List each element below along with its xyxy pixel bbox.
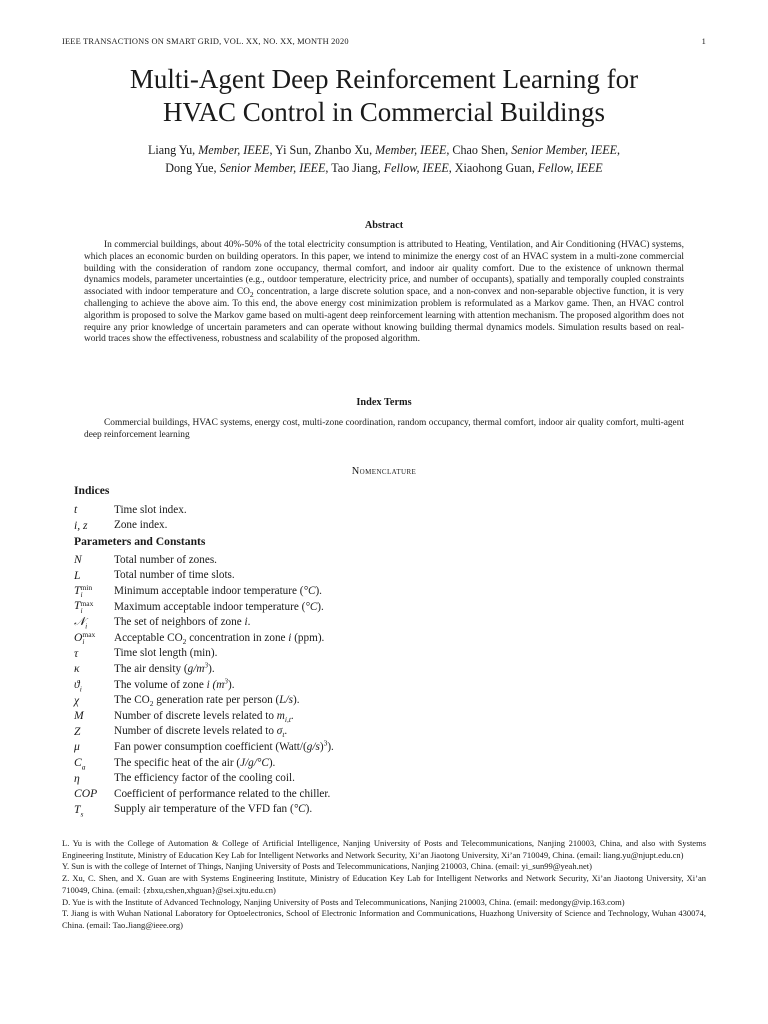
superscript: 3	[224, 675, 229, 685]
author-name: , Chao Shen,	[446, 143, 509, 157]
nomenclature-symbol: T min i	[74, 583, 93, 600]
nomenclature-description: Time slot index.	[114, 503, 187, 516]
nomenclature-symbol: N	[74, 553, 82, 567]
nomenclature-description: Maximum acceptable indoor temperature (°C).	[114, 600, 324, 613]
nomenclature-symbol: $ϑ_i$	[74, 678, 82, 694]
subscript: i,t	[284, 714, 291, 724]
unit: J/g/°C	[240, 756, 269, 769]
nomenclature-description: The set of neighbors of zone i.	[114, 616, 251, 629]
nomenclature-description: The specific heat of the air (J/g/°C).	[114, 756, 276, 769]
index-terms-heading: Index Terms	[356, 397, 412, 408]
nomenclature-symbol: κ	[74, 662, 80, 676]
footnote: Z. Xu, C. Shen, and X. Guan are with Systems Engineering Institute, Ministry of Education Key Lab for Intelligent Networks and Network Security, Xi’an Jiaotong University, Xi’an 710049, China. (email: {zbxu,cshen,xhguan}@sei.xjtu.edu.cn)	[62, 873, 706, 895]
indices-list	[74, 502, 714, 533]
nomenclature-row	[74, 630, 714, 646]
author-list	[60, 141, 708, 177]
nomenclature-symbol: $T_s$	[74, 802, 84, 819]
footnote: Y. Sun is with the college of Internet of Things, Nanjing University of Posts and Telecommunications, Nanjing 210003, China. (email: yi_sun99@yeah.net)	[62, 861, 592, 872]
symbol-subscript: s	[80, 809, 84, 819]
title-line-2: HVAC Control in Commercial Buildings	[162, 97, 605, 127]
nomenclature-description: Coefficient of performance related to the chiller.	[114, 787, 331, 800]
unit: °C	[293, 803, 306, 816]
unit: i ($m^3$	[206, 675, 229, 691]
nomenclature-row	[74, 770, 714, 786]
nomenclature-title	[0, 466, 768, 477]
nomenclature-description: Minimum acceptable indoor temperature (°C).	[114, 584, 322, 597]
author-line-1: Liang Yu, Member, IEEE, Yi Sun, Zhanbo Xu, Member, IEEE, Chao Shen, Senior Member, IEEE,	[147, 143, 621, 157]
nomenclature-symbol: M	[74, 709, 84, 723]
nomenclature-symbol: μ	[74, 740, 80, 754]
superscript: 3	[204, 660, 209, 670]
author-name: Liang Yu,	[147, 143, 196, 157]
unit: $g/m^3$	[187, 660, 209, 675]
author-role: Senior Member, IEEE	[219, 161, 326, 175]
nomenclature-description: Number of discrete levels related to $m_{i,t}$.	[114, 709, 294, 724]
nomenclature-row	[74, 599, 714, 615]
nomenclature-description: Fan power consumption coefficient $(Watt/(g/s)^3)$.	[114, 738, 334, 753]
nomenclature-symbol: χ	[74, 693, 80, 707]
nomenclature-row	[74, 583, 714, 599]
nomenclature-row	[74, 802, 714, 818]
symbol-subscript: a	[81, 762, 86, 772]
nomenclature-symbol: $C_a$	[74, 756, 86, 772]
nomenclature-symbol: COP	[74, 787, 98, 801]
author-role: Fellow, IEEE	[383, 161, 449, 175]
index-terms-body: Commercial buildings, HVAC systems, energy cost, multi-zone coordination, random occupancy, thermal comfort, indoor air quality comfort, multi-agent deep reinforcement learning	[84, 418, 684, 440]
nomenclature-row	[74, 755, 714, 771]
nomenclature-row	[74, 739, 714, 755]
abstract-heading: Abstract	[364, 220, 404, 231]
author-line-2	[60, 159, 708, 177]
nomenclature-row	[74, 614, 714, 630]
nomenclature-description: Total number of zones.	[114, 553, 217, 566]
nomenclature-row	[74, 661, 714, 677]
unit: g/s	[306, 740, 320, 753]
unit: $\sigma_t$	[276, 725, 285, 740]
nomenclature-description: Number of discrete levels related to $\sigma_t$.	[114, 725, 288, 740]
nomenclature-symbol: O max i	[74, 629, 96, 646]
nomenclature-row	[74, 786, 714, 802]
nomenclature-symbol: i, z	[74, 518, 88, 532]
title-line-1: Multi-Agent Deep Reinforcement Learning for	[129, 64, 639, 94]
superscript: 3	[323, 738, 328, 748]
nomenclature-description: The efficiency factor of the cooling coil.	[114, 772, 295, 785]
unit: i	[244, 616, 248, 629]
nomenclature-row	[74, 692, 714, 708]
nomenclature-title-text: Nomenclature	[351, 466, 417, 477]
nomenclature-description: The volume of zone i $(m^3)$.	[114, 675, 235, 691]
unit: i	[288, 631, 292, 644]
unit: °C	[303, 584, 316, 597]
unit: L/s	[279, 694, 293, 707]
author-name: Dong Yue,	[165, 161, 217, 175]
running-header	[62, 37, 706, 46]
author-name: , Tao Jiang,	[325, 161, 381, 175]
nomenclature-symbol: t	[74, 503, 78, 517]
nomenclature-description: The $CO_2$ generation rate per person (L/s).	[114, 694, 300, 709]
nomenclature-row	[74, 724, 714, 740]
journal-name: IEEE TRANSACTIONS ON SMART GRID, VOL. XX, NO. XX, MONTH 2020	[62, 37, 349, 46]
nomenclature-row	[74, 552, 714, 568]
abstract-body: In commercial buildings, about 40%-50% of the total electricity consumption is attributed to Heating, Ventilation, and Air Conditioning (HVAC) systems, which places an economic burden on building operators. In this paper, we intend to minimize the energy cost of an HVAC system in a multi-zone commercial building with the consideration of random zone occupancy, thermal comfort, and indoor air quality comfort. Due to the existence of unknown thermal dynamics models, parameter uncertainties (e.g., outdoor temperature, electricity price, and number of occupants), spatially and temporally coupled constraints associated with indoor temperature and $CO_2$ concentration, a large discrete solution space, and a non-convex and non-separable objective function, it is very challenging to achieve the above aim. To this end, the above energy cost minimization problem is reformulated as a Markov game. Then, an HVAC control algorithm is proposed to solve the Markov game based on multi-agent deep reinforcement learning with attention mechanism. The proposed algorithm does not require any prior knowledge of uncertain parameters and can operate without knowing building thermal dynamics models. Simulation results based on real-world traces show the effectiveness, robustness and scalability of the proposed algorithm.	[84, 240, 684, 345]
unit: °C	[305, 600, 318, 613]
unit: $m_{i,t}$	[276, 709, 291, 724]
nomenclature-description: Supply air temperature of the VFD fan (°C).	[114, 803, 313, 816]
nomenclature-symbol: 𝒩$_i$	[74, 615, 88, 631]
abstract-text-part: In commercial buildings, about 40%-50% of the total electricity consumption is attributed to Heating, Ventilation, and Air Conditioning (HVAC) systems, which places an economic burden on building operators. In this paper, we intend to minimize the energy cost of an HVAC system in a multi-zone commercial building with the consideration of random zone occupancy, thermal comfort, and indoor air quality comfort. Due to the existence of unknown thermal dynamics models, parameter uncertainties (e.g., outdoor temperature, electricity price, and number of occupants), spatially and temporally coupled constraints associated with indoor temperature and CO	[84, 240, 684, 298]
nomenclature-row	[74, 518, 714, 534]
nomenclature-description: The air density $(g/m^3)$.	[114, 660, 215, 675]
footnote: T. Jiang is with Wuhan National Laboratory for Optoelectronics, School of Electronic Information and Communications, Huazhong University of Science and Technology, Wuhan 430074, China. (email: Tao.Jiang@ieee.org)	[62, 908, 706, 930]
footnote: L. Yu is with the College of Automation & College of Artificial Intelligence, Nanjing University of Posts and Telecommunications, Nanjing 210003, China, and also with Systems Engineering Institute, Ministry of Education Key Lab for Intelligent Networks and Network Security, Xi’an Jiaotong University, Xi’an 710049, China. (email: liang.yu@njupt.edu.cn)	[62, 838, 706, 860]
footnote: D. Yue is with the Institute of Advanced Technology, Nanjing University of Posts and Telecommunications, Nanjing 210003, China. (email: medongy@vip.163.com)	[62, 896, 625, 907]
nomenclature-row	[74, 708, 714, 724]
nomenclature-symbol: L	[74, 568, 81, 582]
subscript: t	[282, 730, 285, 740]
nomenclature-symbol: T max i	[74, 598, 94, 615]
subscript: 2	[149, 699, 154, 709]
nomenclature-description: Zone index.	[114, 519, 168, 532]
nomenclature-row	[74, 646, 714, 662]
footnotes	[62, 838, 706, 932]
nomenclature-symbol: η	[74, 771, 80, 785]
nomenclature-description: Total number of time slots.	[114, 569, 235, 582]
symbol-subscript: i	[79, 684, 82, 694]
author-role: Member, IEEE	[375, 143, 447, 157]
abstract-text-part: concentration, a large discrete solution space, and a non-convex and non-separable objective function, it is very challenging to achieve the above aim. To this end, the above energy cost minimization problem is reformulated as a Markov game. Then, an HVAC control algorithm is proposed to solve the Markov game based on multi-agent deep reinforcement learning with attention mechanism. The proposed algorithm does not require any prior knowledge of uncertain parameters and can operate without knowing building thermal dynamics models. Simulation results based on real-world traces show the effectiveness, robustness and scalability of the proposed algorithm.	[84, 287, 684, 345]
author-role: Member, IEEE	[198, 143, 270, 157]
author-role: Senior Member, IEEE	[511, 143, 617, 157]
nomenclature-description: Time slot length (min).	[114, 647, 218, 660]
paper-title	[40, 63, 728, 129]
nomenclature-row	[74, 677, 714, 693]
indices-heading: Indices	[74, 484, 110, 497]
author-name: , Yi Sun, Zhanbo Xu,	[269, 143, 373, 157]
nomenclature-row	[74, 502, 714, 518]
params-list	[74, 552, 714, 817]
nomenclature-symbol: Z	[74, 724, 81, 738]
author-name: , Xiaohong Guan,	[448, 161, 535, 175]
subscript: 2	[182, 637, 187, 646]
nomenclature-row	[74, 568, 714, 584]
page-number: 1	[701, 37, 706, 46]
author-role: Fellow, IEEE	[537, 161, 603, 175]
params-heading: Parameters and Constants	[74, 535, 206, 548]
nomenclature-symbol: τ	[74, 646, 79, 660]
nomenclature-description: Acceptable $CO_2$ concentration in zone i (ppm).	[114, 631, 325, 646]
symbol-subscript: i	[85, 621, 88, 631]
